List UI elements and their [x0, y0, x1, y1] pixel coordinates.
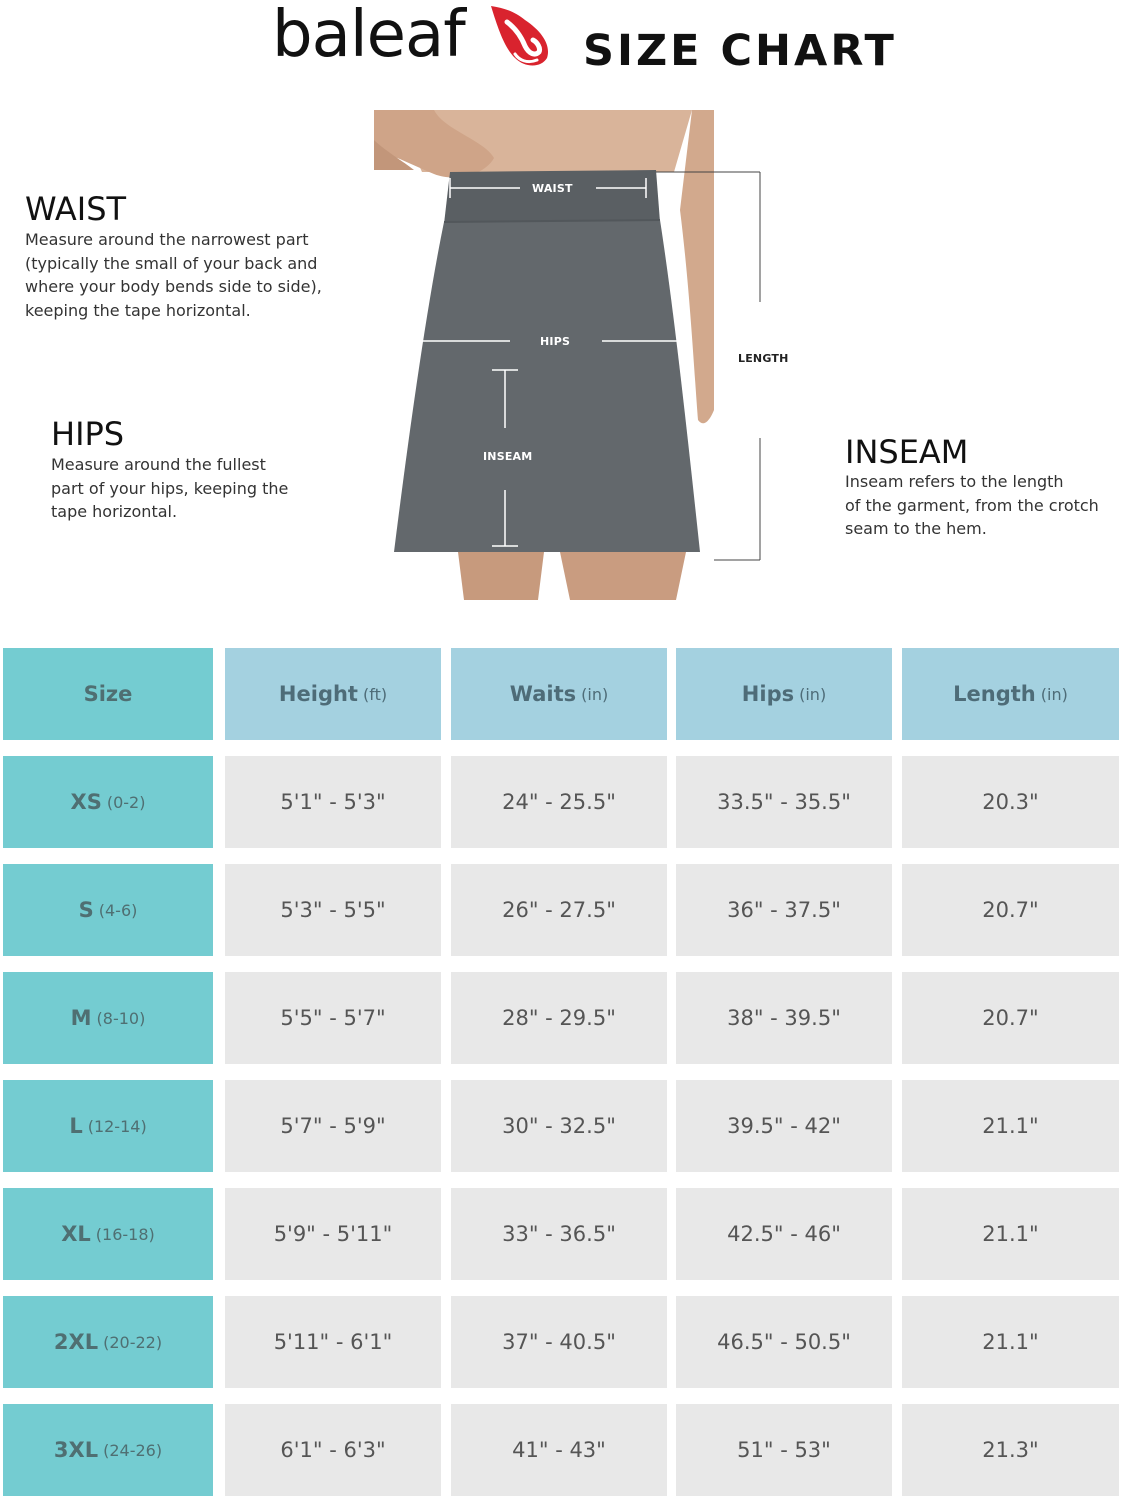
table-cell-hips: 38" - 39.5" — [676, 972, 892, 1064]
header-length: Length (in) — [902, 648, 1119, 740]
header — [0, 0, 1121, 96]
table-cell-length: 21.3" — [902, 1404, 1119, 1496]
size-table — [3, 648, 1119, 1500]
table-cell-waist: 30" - 32.5" — [451, 1080, 667, 1172]
table-cell-height: 5'3" - 5'5" — [225, 864, 441, 956]
table-cell-length: 21.1" — [902, 1080, 1119, 1172]
waist-measure-label: WAIST — [532, 182, 573, 195]
length-measure-line — [714, 170, 774, 570]
waist-heading: WAIST — [25, 190, 127, 228]
table-cell-waist: 24" - 25.5" — [451, 756, 667, 848]
table-cell-waist: 28" - 29.5" — [451, 972, 667, 1064]
header-waist: Waits (in) — [451, 648, 667, 740]
table-cell-waist: 41" - 43" — [451, 1404, 667, 1496]
table-cell-hips: 39.5" - 42" — [676, 1080, 892, 1172]
inseam-measure-label: INSEAM — [483, 450, 533, 463]
table-cell-length: 21.1" — [902, 1188, 1119, 1280]
table-cell-hips: 36" - 37.5" — [676, 864, 892, 956]
table-cell-hips: 42.5" - 46" — [676, 1188, 892, 1280]
inseam-heading: INSEAM — [845, 433, 969, 471]
table-cell-length: 20.3" — [902, 756, 1119, 848]
brand-name: baleaf — [272, 0, 465, 72]
waist-description: Measure around the narrowest part (typically the small of your back and where your body bends side to side), keeping the tape horizontal. — [25, 230, 322, 320]
table-cell-hips: 51" - 53" — [676, 1404, 892, 1496]
hips-heading: HIPS — [51, 415, 125, 453]
table-cell-length: 21.1" — [902, 1296, 1119, 1388]
table-row-xs-size: XS (0-2) — [3, 756, 213, 848]
table-cell-length: 20.7" — [902, 864, 1119, 956]
hips-description: Measure around the fullest part of your hips, keeping the tape horizontal. — [51, 455, 289, 521]
table-cell-length: 20.7" — [902, 972, 1119, 1064]
table-cell-height: 5'7" - 5'9" — [225, 1080, 441, 1172]
table-row-2xl-size: 2XL (20-22) — [3, 1296, 213, 1388]
header-size: Size — [3, 648, 213, 740]
table-cell-hips: 33.5" - 35.5" — [676, 756, 892, 848]
header-hips: Hips (in) — [676, 648, 892, 740]
table-cell-waist: 26" - 27.5" — [451, 864, 667, 956]
inseam-description: Inseam refers to the length of the garment, from the crotch seam to the hem. — [845, 472, 1099, 538]
table-cell-height: 5'5" - 5'7" — [225, 972, 441, 1064]
table-row-xl-size: XL (16-18) — [3, 1188, 213, 1280]
table-row-m-size: M (8-10) — [3, 972, 213, 1064]
table-cell-waist: 33" - 36.5" — [451, 1188, 667, 1280]
hips-measure-label: HIPS — [540, 335, 571, 348]
table-cell-height: 5'9" - 5'11" — [225, 1188, 441, 1280]
baleaf-leaf-logo-icon — [485, 2, 557, 70]
table-cell-height: 5'11" - 6'1" — [225, 1296, 441, 1388]
page-title: SIZE CHART — [583, 26, 897, 76]
table-cell-hips: 46.5" - 50.5" — [676, 1296, 892, 1388]
table-row-3xl-size: 3XL (24-26) — [3, 1404, 213, 1496]
table-row-l-size: L (12-14) — [3, 1080, 213, 1172]
table-cell-height: 6'1" - 6'3" — [225, 1404, 441, 1496]
table-row-s-size: S (4-6) — [3, 864, 213, 956]
header-height: Height (ft) — [225, 648, 441, 740]
table-cell-height: 5'1" - 5'3" — [225, 756, 441, 848]
length-measure-label: LENGTH — [738, 352, 789, 365]
table-cell-waist: 37" - 40.5" — [451, 1296, 667, 1388]
